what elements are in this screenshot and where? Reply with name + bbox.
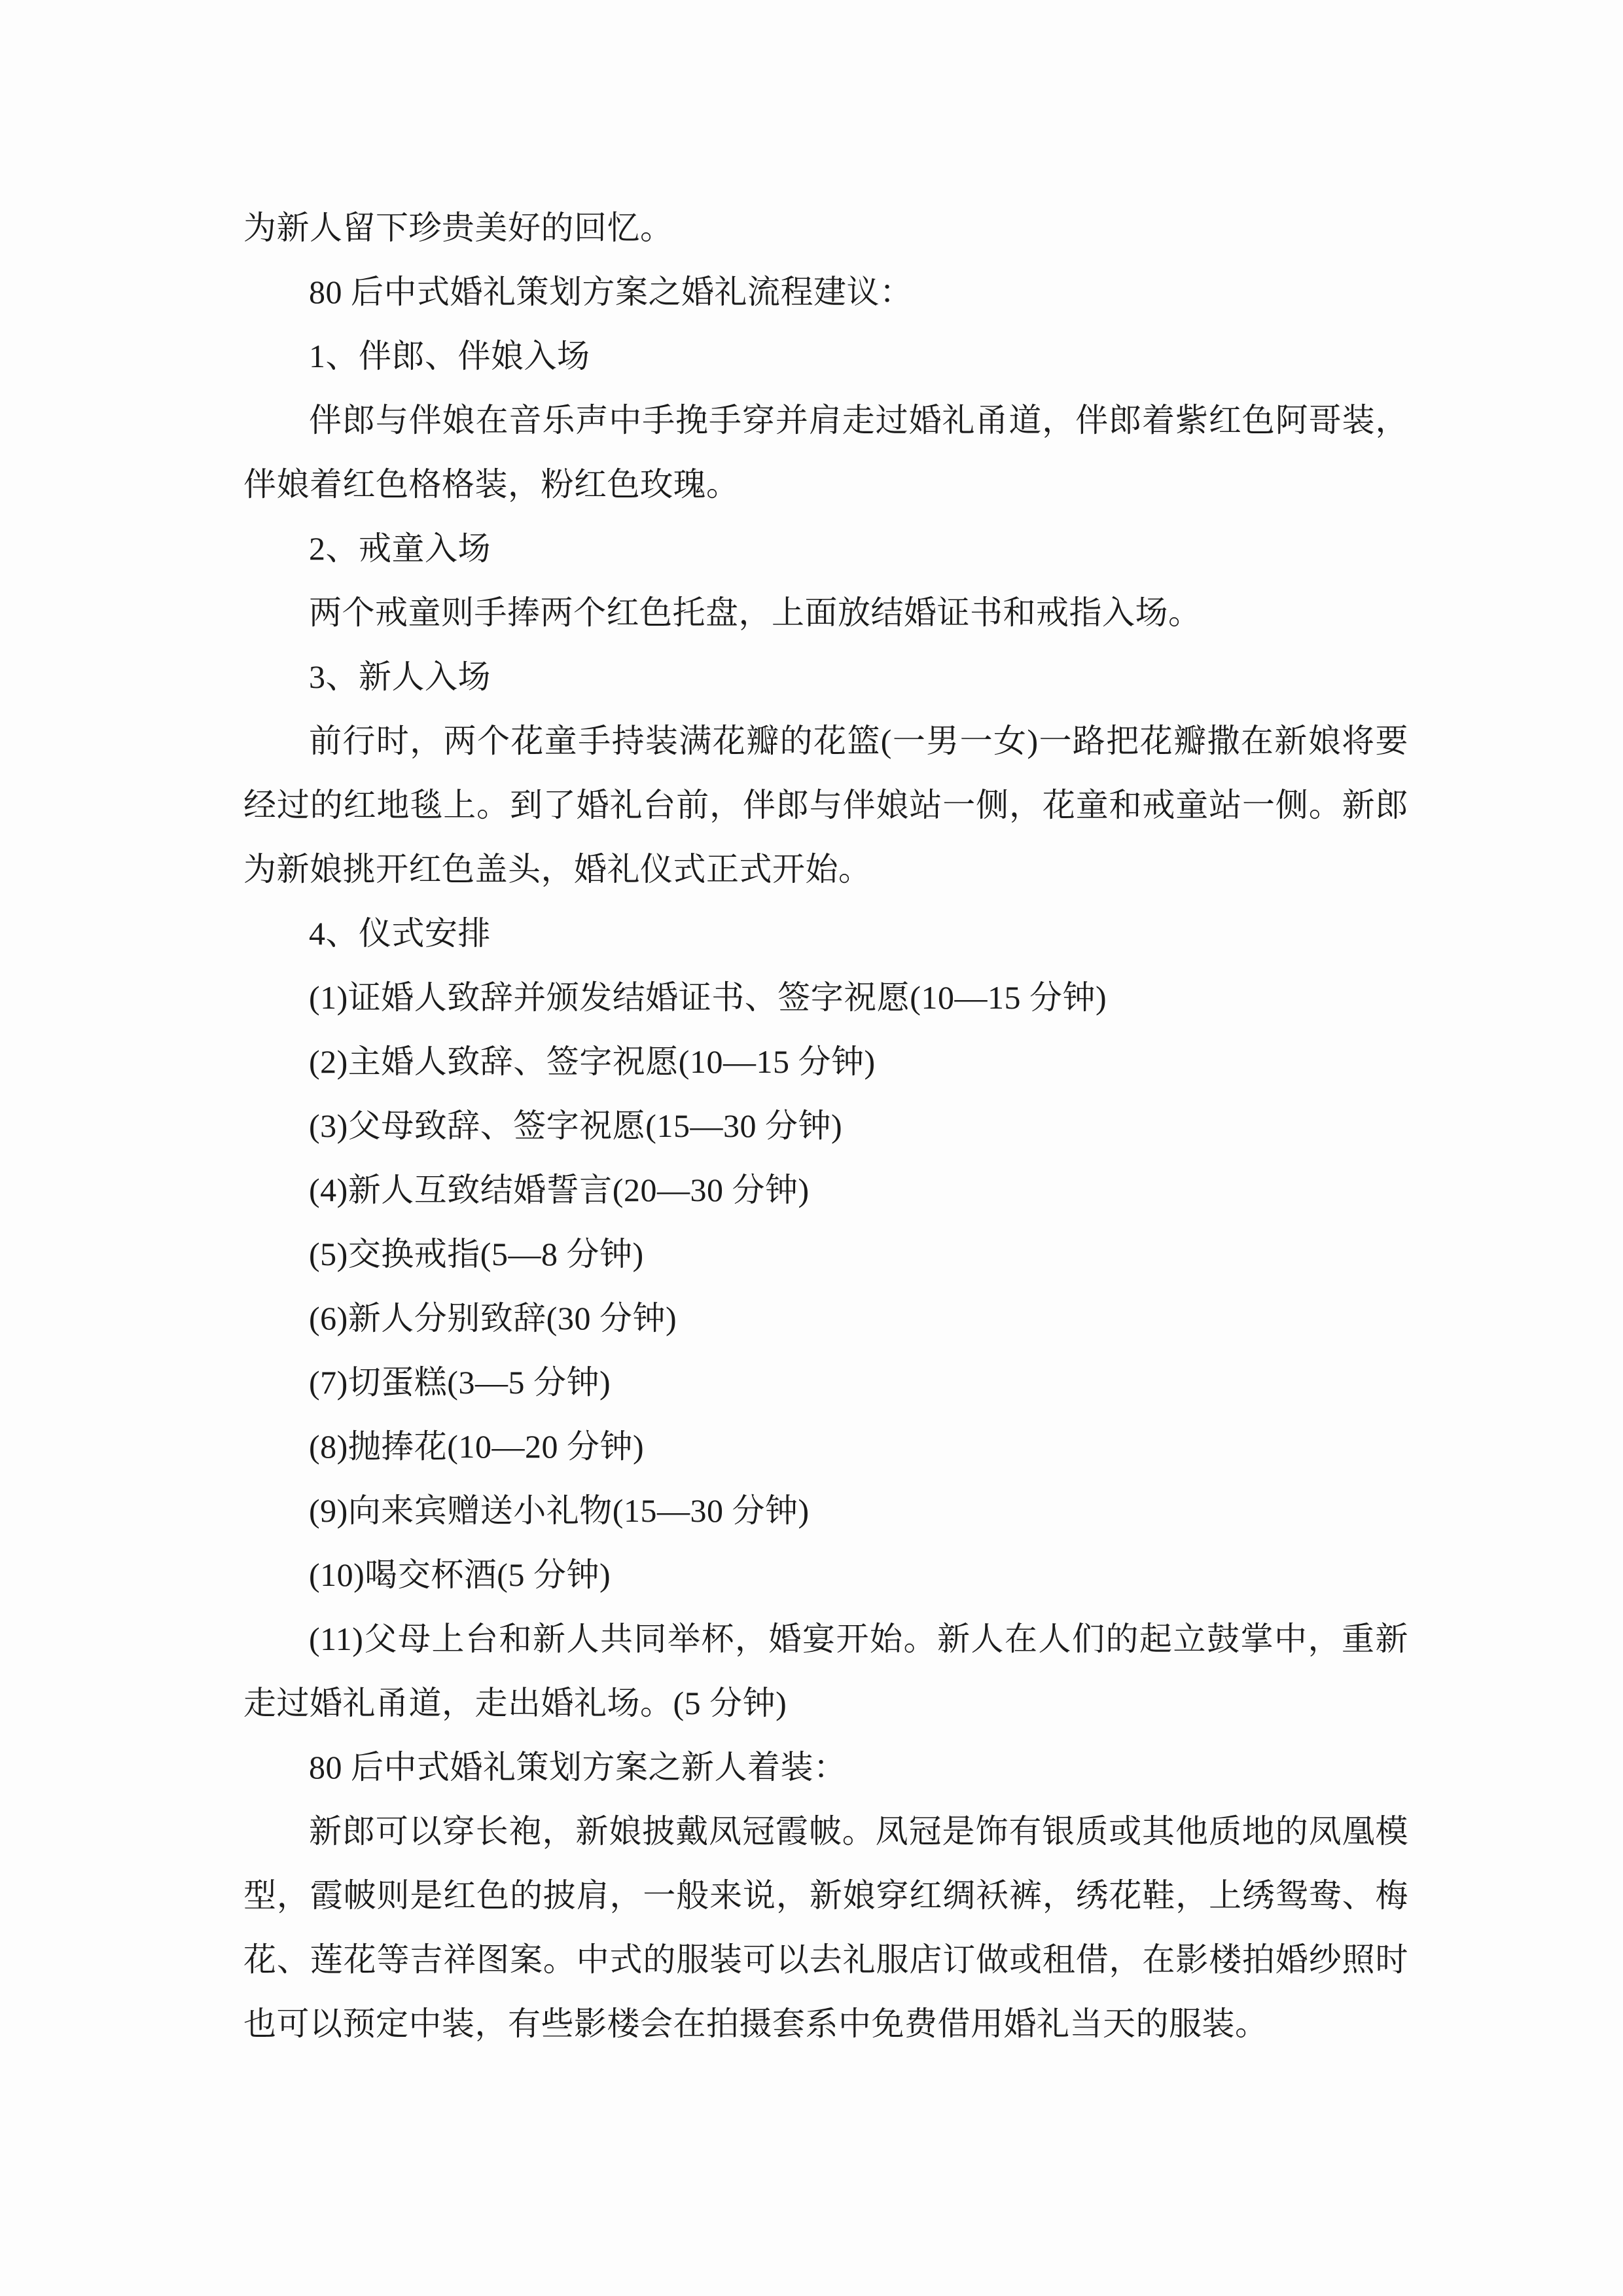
text-line: 伴郎与伴娘在音乐声中手挽手穿并肩走过婚礼甬道，伴郎着紫红色阿哥装， (309, 402, 1408, 439)
text-line: 型，霞帔则是红色的披肩，一般来说，新娘穿红绸袄裤，绣花鞋，上绣鸳鸯、梅 (243, 1877, 1408, 1914)
text-line: (2)主婚人致辞、签字祝愿(10—15 分钟) (309, 1043, 876, 1080)
text-line: 两个戒童则手捧两个红色托盘，上面放结婚证书和戒指入场。 (309, 594, 1202, 631)
text-line: 4、仪式安排 (309, 915, 491, 952)
text-line: 花、莲花等吉祥图案。中式的服装可以去礼服店订做或租借，在影楼拍婚纱照时 (243, 1941, 1408, 1978)
text-line: 经过的红地毯上。到了婚礼台前，伴郎与伴娘站一侧，花童和戒童站一侧。新郎 (243, 787, 1408, 823)
text-line: (9)向来宾赠送小礼物(15—30 分钟) (309, 1492, 810, 1529)
text-line: 3、新人入场 (309, 658, 491, 695)
text-line: (1)证婚人致辞并颁发结婚证书、签字祝愿(10—15 分钟) (309, 979, 1107, 1016)
text-line: (10)喝交杯酒(5 分钟) (309, 1556, 611, 1593)
text-line: 80 后中式婚礼策划方案之新人着装： (309, 1749, 847, 1785)
text-line: (7)切蛋糕(3—5 分钟) (309, 1364, 611, 1401)
text-line: 1、伴郎、伴娘入场 (309, 338, 590, 374)
text-block (243, 196, 1408, 2056)
text-line: (3)父母致辞、签字祝愿(15—30 分钟) (309, 1107, 843, 1144)
text-line: (6)新人分别致辞(30 分钟) (309, 1300, 677, 1336)
text-line: (5)交换戒指(5—8 分钟) (309, 1236, 644, 1272)
text-line: 新郎可以穿长袍，新娘披戴凤冠霞帔。凤冠是饰有银质或其他质地的凤凰模 (309, 1813, 1408, 1850)
text-line: 为新人留下珍贵美好的回忆。 (243, 209, 673, 246)
text-line: 前行时，两个花童手持装满花瓣的花篮(一男一女)一路把花瓣撒在新娘将要 (309, 723, 1408, 759)
text-line: 2、戒童入场 (309, 530, 491, 567)
text-line: 80 后中式婚礼策划方案之婚礼流程建议： (309, 274, 913, 310)
text-line: 为新娘挑开红色盖头，婚礼仪式正式开始。 (243, 851, 872, 888)
text-line: (4)新人互致结婚誓言(20—30 分钟) (309, 1172, 810, 1208)
text-line: (8)抛捧花(10—20 分钟) (309, 1428, 645, 1465)
text-line: 走过婚礼甬道，走出婚礼场。(5 分钟) (243, 1685, 787, 1721)
text-line: (11)父母上台和新人共同举杯，婚宴开始。新人在人们的起立鼓掌中，重新 (309, 1621, 1408, 1657)
text-line: 也可以预定中装，有些影楼会在拍摄套系中免费借用婚礼当天的服装。 (243, 2005, 1268, 2042)
text-line: 伴娘着红色格格装，粉红色玫瑰。 (243, 466, 740, 503)
